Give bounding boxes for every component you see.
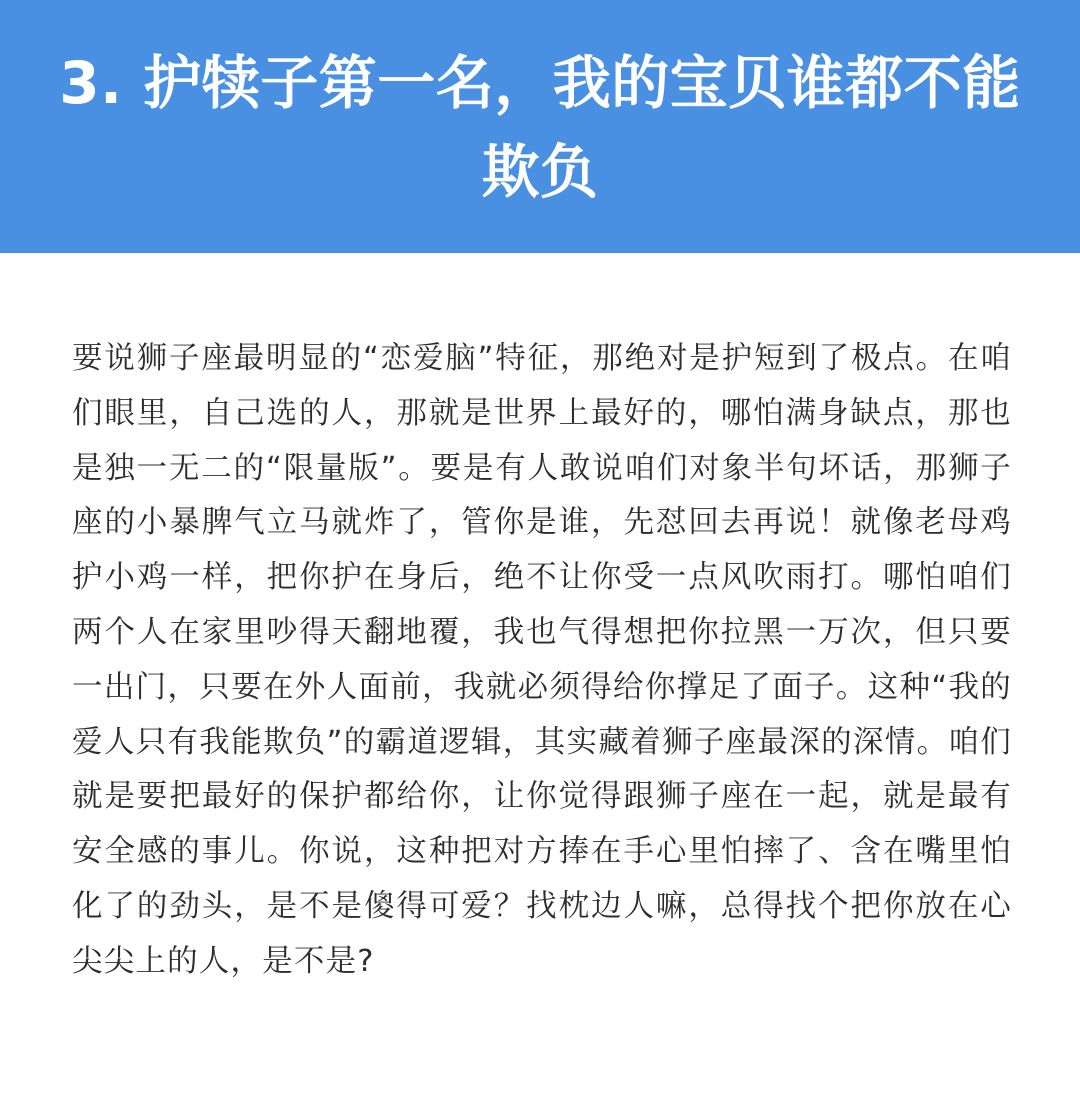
article-body	[72, 332, 1012, 990]
title-banner	[0, 0, 1080, 253]
page-title: 3. 护犊子第一名，我的宝贝谁都不能欺负	[59, 48, 1021, 206]
article-paragraph: 要说狮子座最明显的“恋爱脑”特征，那绝对是护短到了极点。在咱们眼里，自己选的人，那就是世界上最好的，哪怕满身缺点，那也是独一无二的“限量版”。要是有人敢说咱们对象半句坏话，那狮子座的小暴脾气立马就炸了，管你是谁，先怼回去再说！就像老母鸡护小鸡一样，把你护在身后，绝不让你受一点风吹雨打。哪怕咱们两个人在家里吵得天翻地覆，我也气得想把你拉黑一万次，但只要一出门，只要在外人面前，我就必须得给你撑足了面子。这种“我的爱人只有我能欺负”的霸道逻辑，其实藏着狮子座最深的深情。咱们就是要把最好的保护都给你，让你觉得跟狮子座在一起，就是最有安全感的事儿。你说，这种把对方捧在手心里怕摔了、含在嘴里怕化了的劲头，是不是傻得可爱？找枕边人嘛，总得找个把你放在心尖尖上的人，是不是?	[72, 341, 1012, 979]
